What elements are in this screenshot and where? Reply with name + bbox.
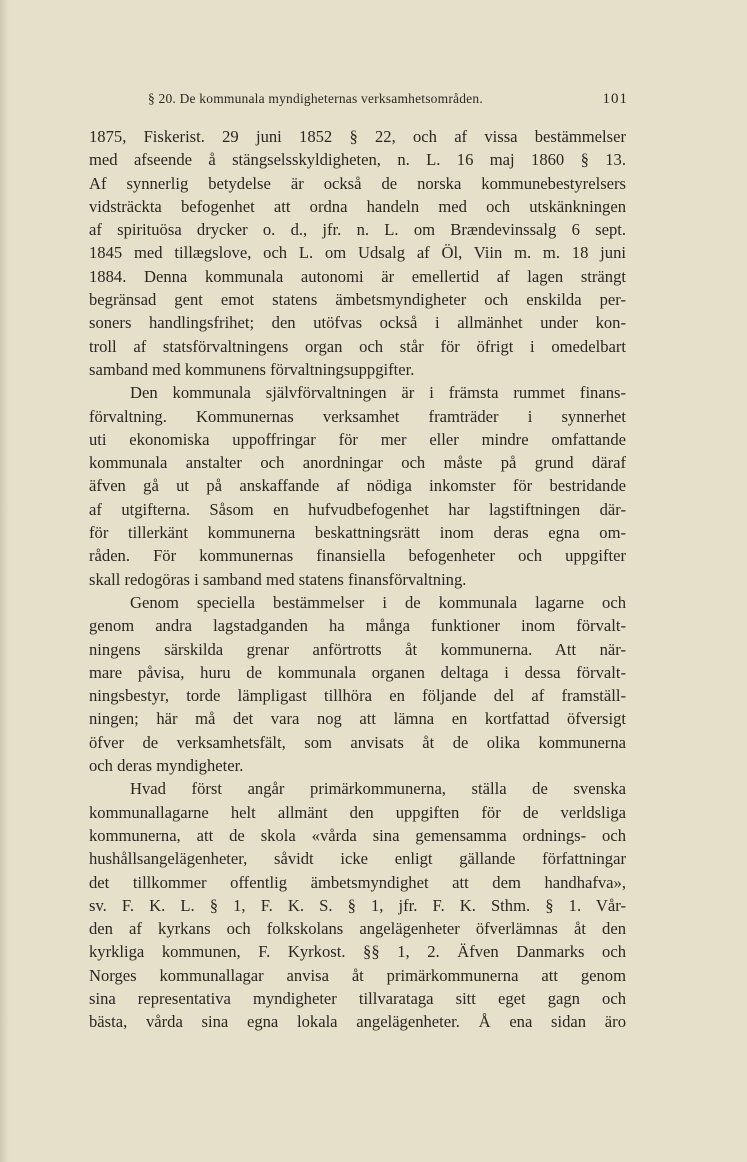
text-line: äfven gå ut på anskaffande af nödiga inkomster för bestridande (89, 476, 626, 496)
text-line: genom andra lagstadganden ha många funktioner inom förvalt- (89, 616, 626, 636)
text-line: för tillerkänt kommunerna beskattningsrätt inom deras egna om- (89, 523, 626, 543)
text-line: öfver de verksamhetsfält, som anvisats åt de olika kommunerna (89, 732, 626, 752)
text-line: ningen; här må det vara nog att lämna en kortfattad öfversigt (89, 709, 626, 729)
text-line: Genom speciella bestämmelser i de kommunala lagarne och (130, 592, 626, 612)
running-header (148, 91, 628, 111)
text-line: den af kyrkans och folkskolans angelägenheter öfverlämnas åt den (89, 919, 626, 939)
section-title: § 20. De kommunala myndigheternas verksamhetsområden. (148, 91, 483, 106)
text-line: Den kommunala självförvaltningen är i främsta rummet finans- (130, 383, 626, 403)
text-line: Norges kommunallagar anvisa åt primärkommunerna att genom (89, 965, 626, 985)
text-line: ningsbestyr, torde lämpligast tillhöra en följande del af framställ- (89, 686, 626, 706)
text-line: kommunala anstalter och anordningar och måste på grund däraf (89, 453, 626, 473)
text-line: Hvad först angår primärkommunerna, ställa de svenska (130, 779, 626, 799)
text-line: kommunerna, att de skola «vårda sina gemensamma ordnings- och (89, 825, 626, 845)
text-line: af utgifterna. Såsom en hufvudbefogenhet har lagstiftningen där- (89, 499, 626, 519)
text-line: förvaltning. Kommunernas verksamhet framträder i synnerhet (89, 406, 626, 426)
text-line: troll af statsförvaltningens organ och står för öfrigt i omedelbart (89, 336, 626, 356)
text-line: uti ekonomiska uppoffringar för mer eller mindre omfattande (89, 429, 626, 449)
text-line: bästa, vårda sina egna lokala angelägenheter. Å ena sidan äro (89, 1012, 626, 1032)
text-line: af spirituösa drycker o. d., jfr. n. L. om Brændevinssalg 6 sept. (89, 220, 626, 240)
text-line: vidsträckta befogenhet att ordna handeln med och utskänkningen (89, 196, 626, 216)
text-line: skall redogöras i samband med statens finansförvaltning. (89, 569, 467, 589)
text-line: hushållsangelägenheter, såvidt icke enligt gällande författningar (89, 849, 626, 869)
text-line: och deras myndigheter. (89, 756, 244, 776)
text-line: 1875, Fiskerist. 29 juni 1852 § 22, och af vissa bestämmelser (89, 127, 626, 146)
text-line: råden. För kommunernas finansiella befogenheter och uppgifter (89, 546, 626, 566)
text-line: sina representativa myndigheter tillvarataga sitt eget gagn och (89, 988, 626, 1008)
text-line: det tillkommer offentlig ämbetsmyndighet att dem handhafva», (89, 872, 626, 892)
page-number: 101 (602, 91, 628, 107)
text-line: kommunallagarne helt allmänt den uppgiften för de verldsliga (89, 802, 626, 822)
text-line: 1845 med tillægslove, och L. om Udsalg af Öl, Viin m. m. 18 juni (89, 243, 626, 263)
text-line: 1884. Denna kommunala autonomi är emellertid af lagen strängt (89, 266, 626, 286)
text-line: ningens särskilda grenar anförtrotts åt kommunerna. Att när- (89, 639, 626, 659)
body-text (89, 125, 626, 1034)
text-line: soners handlingsfrihet; den utöfvas också i allmänhet under kon- (89, 313, 626, 333)
text-line: mare påvisa, huru de kommunala organen deltaga i dessa förvalt- (89, 662, 626, 682)
text-line: Af synnerlig betydelse är också de norska kommunebestyrelsers (89, 173, 626, 193)
text-line: kyrkliga kommunen, F. Kyrkost. §§ 1, 2. Äfven Danmarks och (89, 942, 626, 962)
text-line: med afseende å stängselsskyldigheten, n. L. 16 maj 1860 § 13. (89, 150, 626, 170)
page-edge (0, 0, 9, 1162)
text-line: sv. F. K. L. § 1, F. K. S. § 1, jfr. F. K. Sthm. § 1. Vår- (89, 895, 626, 915)
text-line: samband med kommunens förvaltningsuppgifter. (89, 359, 415, 379)
text-line: begränsad gent emot statens ämbetsmyndigheter och enskilda per- (89, 290, 626, 310)
